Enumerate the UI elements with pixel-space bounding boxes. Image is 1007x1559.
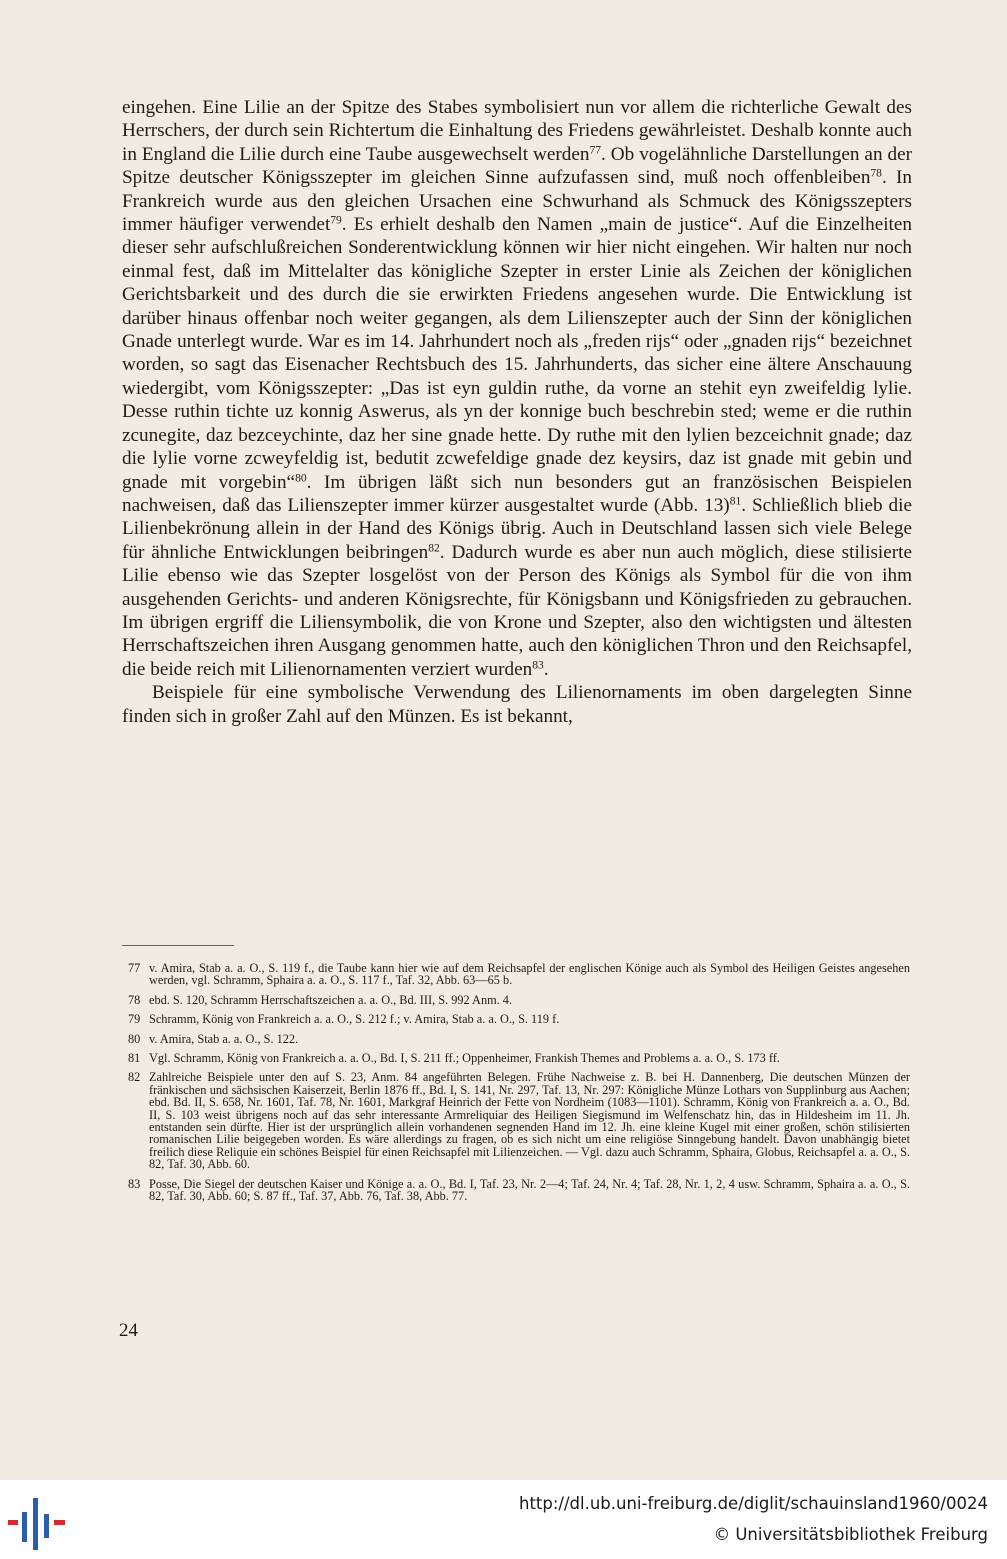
- footnote-text: ebd. S. 120, Schramm Herrschaftszeichen a. a. O., Bd. III, S. 992 Anm. 4.: [149, 992, 513, 1007]
- footnote-text: Schramm, König von Frankreich a. a. O., S. 212 f.; v. Amira, Stab a. a. O., S. 119 f.: [149, 1012, 560, 1027]
- text-run: . Es erhielt deshalb den Namen „main de justice“. Auf die Einzelheiten dieser sehr aufschlußreichen Sonderentwicklung können wir hier nicht eingehen. Wir halten nur noch einmal fest, daß im Mittelalter das königliche Szepter in erster Linie als Zeichen der königlichen Gerichtsbarkeit und des durch die sie erwirkten Friedens angesehen wurde. Die Entwicklung ist darüber hinaus offenbar noch weiter gegangen, als dem Lilienszepter auch der Sinn der königlichen Gnade unterlegt wurde. War es im 14. Jahrhundert noch als „freden rijs“ oder „gnaden rijs“ bezeichnet worden, so sagt das Eisenacher Rechtsbuch des 15. Jahrhunderts, das sicher eine ältere Anschauung wiedergibt, vom Königsszepter: „Das ist eyn guldin ruthe, da vorne an stehit eyn zweifeldig lylie. Desse ruthin tichte uz konnig Aswerus, als yn der konnige buch beschrebin sted; weme er die ruthin zcunegite, daz bezceychinte, daz her sine gnade hette. Dy ruthe mit den lylien bezceichnit gnade; daz die lylie vorne zcweyfeldig ist, bedutit zcwefeldige gnade dez keysirs, daz ist gnade mit gebin und gnade mit vorgebin“: [122, 214, 912, 493]
- footnote-ref: 81: [729, 495, 742, 508]
- ub-freiburg-logo-icon: [8, 1498, 68, 1550]
- footnote-text: Zahlreiche Beispiele unter den auf S. 23, Anm. 84 angeführten Belegen. Frühe Nachweise z. B. bei H. Dannenberg, Die deutschen Münzen der fränkischen und sächsischen Kaiserzeit, Berlin 1876 ff., Bd. I, S. 141, Nr. 297, Taf. 13, Nr. 297: Königliche Münze Lothars von Supplinburg aus Aachen; ebd. Bd. II, S. 658, Nr. 1601, Taf. 78, Nr. 1601, Markgraf Heinrich der Fette von Nordheim (1083—1101). Schramm, König von Frankreich a. a. O., Bd. II, S. 103 weist übrigens noch auf das sehr interessante Armreliquiar des Heiligen Siegismund im Welfenschatz hin, das in Hildesheim im 11. Jh. entstanden sein dürfte. Hier ist der ursprünglich allein vorhandenen segnenden Hand im 12. Jh. eine kleine Kugel mit einer großen, schön stilisierten romanischen Lilie beigegeben worden. Es wäre allerdings zu fragen, ob es sich nicht um eine religiöse Sinngebung handelt. Davon unabhängig bietet freilich diese Reliquie ein schönes Beispiel für einen Reichsapfel mit Lilienzeichen. — Vgl. dazu auch Schramm, Sphaira, Globus, Reichsapfel a. a. O., S. 82, Taf. 30, Abb. 60.: [149, 1070, 910, 1172]
- text-run: . Ob vogelähnliche Darstellungen an der Spitze deutscher Königsszepter im gleichen Sinne aufzufassen sind, muß noch offenbleiben: [122, 143, 913, 189]
- footnote: [128, 1033, 910, 1045]
- footnote: [128, 994, 910, 1006]
- footnote-text: Vgl. Schramm, König von Frankreich a. a. O., Bd. I, S. 211 ff.; Oppenheimer, Frankish Themes and Problems a. a. O., S. 173 ff.: [149, 1051, 780, 1066]
- footnote-ref: 82: [428, 542, 440, 555]
- footnote: [128, 1178, 910, 1203]
- footnote-ref: 83: [532, 659, 544, 672]
- footnote-ref: 77: [589, 144, 602, 157]
- footnote-number: 79: [128, 1012, 141, 1027]
- footnote: [128, 1052, 910, 1064]
- footnote-text: Posse, Die Siegel der deutschen Kaiser und Könige a. a. O., Bd. I, Taf. 23, Nr. 2—4; Taf. 24, Nr. 4; Taf. 28, Nr. 1, 2, 4 usw. Schramm, Sphaira a. a. O., S. 82, Taf. 30, Abb. 60; S. 87 ff., Taf. 37, Abb. 76, Taf. 38, Abb. 77.: [149, 1176, 910, 1204]
- page-number: 24: [119, 1320, 138, 1341]
- footnote: [128, 962, 910, 987]
- footnote-ref: 80: [295, 472, 307, 485]
- text-run: . Dadurch wurde es aber nun auch möglich, diese stilisierte Lilie ebenso wie das Szepter losgelöst von der Person des Königs als Symbol für die von ihm ausgehenden Gerichts- und anderen Königsrechte, für Königsbann und Königsfrieden zu gebrauchen. Im übrigen ergriff die Liliensymbolik, die von Krone und Szepter, also den wichtigsten und ältesten Herrschaftszeichen ihren Ausgang genommen hatte, auch den königlichen Thron und den Reichsapfel, die beide reich mit Lilienornamenten verziert wurden: [122, 541, 912, 680]
- footnote-number: 82: [128, 1070, 141, 1085]
- footnote-text: v. Amira, Stab a. a. O., S. 119 f., die Taube kann hier wie auf dem Reichsapfel der englischen Könige auch als Symbol des Heiligen Geistes angesehen werden, vgl. Schramm, Sphaira a. a. O., S. 117 f., Taf. 32, Abb. 63—65 b.: [149, 961, 910, 988]
- footnote: [128, 1013, 910, 1025]
- text-run: eingehen. Eine Lilie an der Spitze des Stabes symbolisiert nun vor allem die richterliche Gewalt des Herrschers, der durch sein Richtertum die Einhaltung des Friedens gewährleistet. Deshalb konnte auch in England die Lilie durch eine Taube ausgewechselt werden: [122, 97, 912, 165]
- text-run: . Im übrigen läßt sich nun besonders gut an französischen Beispielen nachweisen, daß das Lilienszepter immer kürzer ausgestaltet wurde (Abb. 13): [122, 471, 912, 516]
- permalink-url[interactable]: http://dl.ub.uni-freiburg.de/diglit/schauinsland1960/0024: [518, 1494, 988, 1513]
- footnote-number: 77: [128, 961, 141, 975]
- footnote-number: 83: [128, 1176, 141, 1191]
- paragraph: Beispiele für eine symbolische Verwendung des Lilienornaments im oben dargelegten Sinne finden sich in großer Zahl auf den Münzen. Es ist bekannt,: [122, 682, 912, 727]
- footnotes: [128, 962, 910, 1210]
- footnote-divider: [122, 945, 234, 946]
- text-run: . Schließlich blieb die Lilienbekrönung allein in der Hand des Königs übrig. Auch in Deutschland lassen sich viele Belege für ähnliche Entwicklungen beibringen: [122, 494, 912, 563]
- footnote-number: 80: [128, 1031, 141, 1046]
- text-run: .: [543, 658, 549, 680]
- text-run: . In Frankreich wurde aus den gleichen Ursachen eine Schwurhand als Schmuck des Königsszepters immer häufiger verwendet: [122, 167, 913, 236]
- footnote-text: v. Amira, Stab a. a. O., S. 122.: [149, 1031, 299, 1046]
- footnote-ref: 78: [870, 167, 882, 180]
- footnote-number: 78: [128, 992, 141, 1007]
- body-text: [122, 96, 912, 728]
- copyright-notice: © Universitätsbibliothek Freiburg: [713, 1525, 988, 1544]
- footnote-ref: 79: [330, 214, 342, 227]
- footnote: [128, 1071, 910, 1170]
- paragraph: [122, 96, 912, 681]
- footnote-number: 81: [128, 1051, 141, 1066]
- viewer-footer: [0, 1480, 1007, 1559]
